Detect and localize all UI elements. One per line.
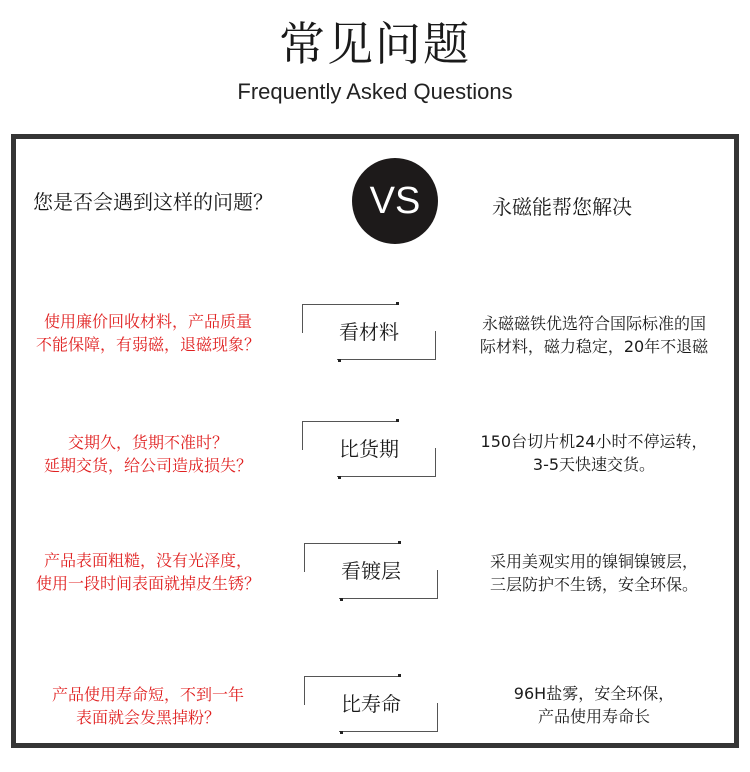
solution-text	[444, 682, 744, 728]
compare-left-heading: 您是否会遇到这样的问题？	[33, 190, 273, 214]
problem-line: 产品使用寿命短，不到一年	[51, 685, 244, 704]
solution-line: 际材料，磁力稳定，20年不退磁	[479, 337, 709, 356]
problem-text	[0, 549, 296, 595]
category-box	[304, 676, 438, 732]
problem-line: 表面就会发黑掉粉？	[75, 708, 220, 727]
solution-line: 3-5天快速交货。	[532, 455, 656, 474]
solution-line: 永磁磁铁优选符合国际标准的国	[481, 314, 706, 333]
category-label: 看镀层	[341, 559, 401, 583]
problem-line: 使用廉价回收材料，产品质量	[43, 312, 252, 331]
solution-line: 产品使用寿命长	[537, 707, 650, 726]
solution-text	[444, 430, 744, 476]
vs-badge: VS	[352, 158, 438, 244]
page-subtitle: Frequently Asked Questions	[237, 79, 513, 104]
page-title: 常见问题	[279, 17, 471, 71]
problem-line: 不能保障，有弱磁，退磁现象？	[35, 335, 260, 354]
category-label: 比寿命	[341, 692, 401, 716]
problem-line: 交期久，货期不准时？	[67, 433, 228, 452]
category-box	[302, 421, 436, 477]
problem-text	[0, 310, 296, 356]
category-label: 比货期	[339, 437, 399, 461]
solution-line: 150台切片机24小时不停运转，	[480, 432, 708, 451]
compare-right-heading: 永磁能帮您解决	[492, 195, 632, 219]
solution-line: 96H盐雾，安全环保，	[513, 684, 675, 703]
category-box	[304, 543, 438, 599]
problem-text	[0, 431, 296, 477]
solution-text	[444, 550, 744, 596]
problem-line: 使用一段时间表面就掉皮生锈？	[35, 574, 260, 593]
category-box	[302, 304, 436, 360]
solution-line: 三层防护不生锈，安全环保。	[489, 575, 698, 594]
category-label: 看材料	[339, 320, 399, 344]
problem-line: 延期交货，给公司造成损失？	[43, 456, 252, 475]
problem-text	[0, 683, 296, 729]
solution-text	[444, 312, 744, 358]
problem-line: 产品表面粗糙，没有光泽度，	[43, 551, 252, 570]
solution-line: 采用美观实用的镍铜镍镀层，	[489, 552, 698, 571]
